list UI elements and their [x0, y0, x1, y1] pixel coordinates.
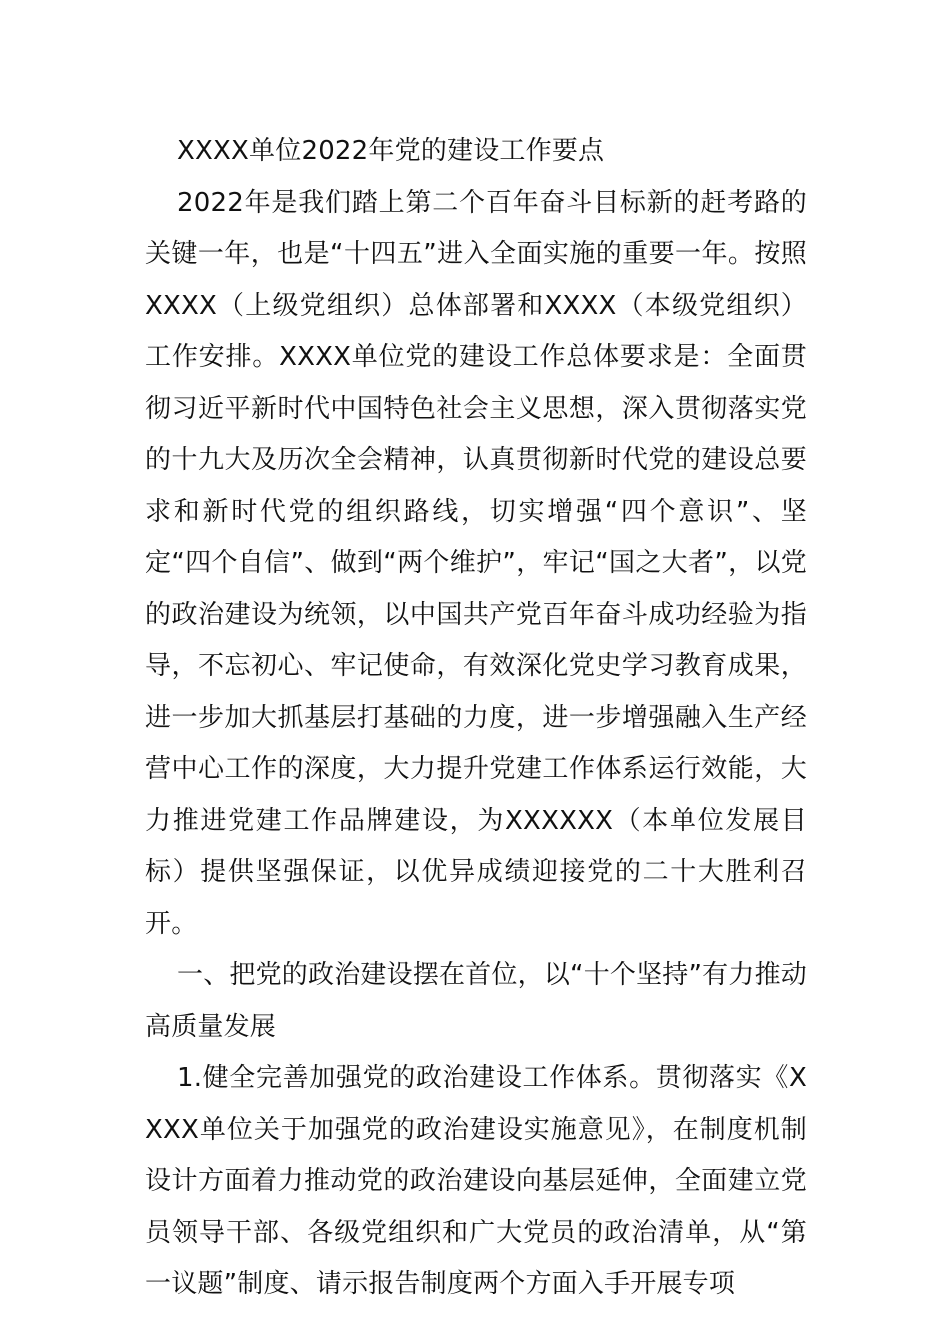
paragraph-item-one: 1.健全完善加强党的政治建设工作体系。贯彻落实《XXXX单位关于加强党的政治建设实施意见》，在制度机制设计方面着力推动党的政治建设向基层延伸，全面建立党员领导干部、各级党组织和广大党员的政治清单，从“第一议题”制度、请示报告制度两个方面入手开展专项: [145, 1063, 807, 1299]
paragraph-intro: 2022年是我们踏上第二个百年奋斗目标新的赶考路的关键一年，也是“十四五”进入全面实施的重要一年。按照XXXX（上级党组织）总体部署和XXXX（本级党组织）工作安排。XXXX单位党的建设工作总体要求是：全面贯彻习近平新时代中国特色社会主义思想，深入贯彻落实党的十九大及历次全会精神，认真贯彻新时代党的建设总要求和新时代党的组织路线，切实增强“四个意识”、坚定“四个自信”、做到“两个维护”，牢记“国之大者”，以党的政治建设为统领，以中国共产党百年奋斗成功经验为指导，不忘初心、牢记使命，有效深化党史学习教育成果，进一步加大抓基层打基础的力度，进一步增强融入生产经营中心工作的深度，大力提升党建工作体系运行效能，大力推进党建工作品牌建设，为XXXXXX（本单位发展目标）提供坚强保证，以优异成绩迎接党的二十大胜利召开。: [145, 187, 807, 939]
section-heading-one: 一、把党的政治建设摆在首位，以“十个坚持”有力推动高质量发展: [145, 960, 807, 1042]
document-title: XXXX单位2022年党的建设工作要点: [177, 136, 605, 166]
document-body: [145, 126, 807, 1311]
